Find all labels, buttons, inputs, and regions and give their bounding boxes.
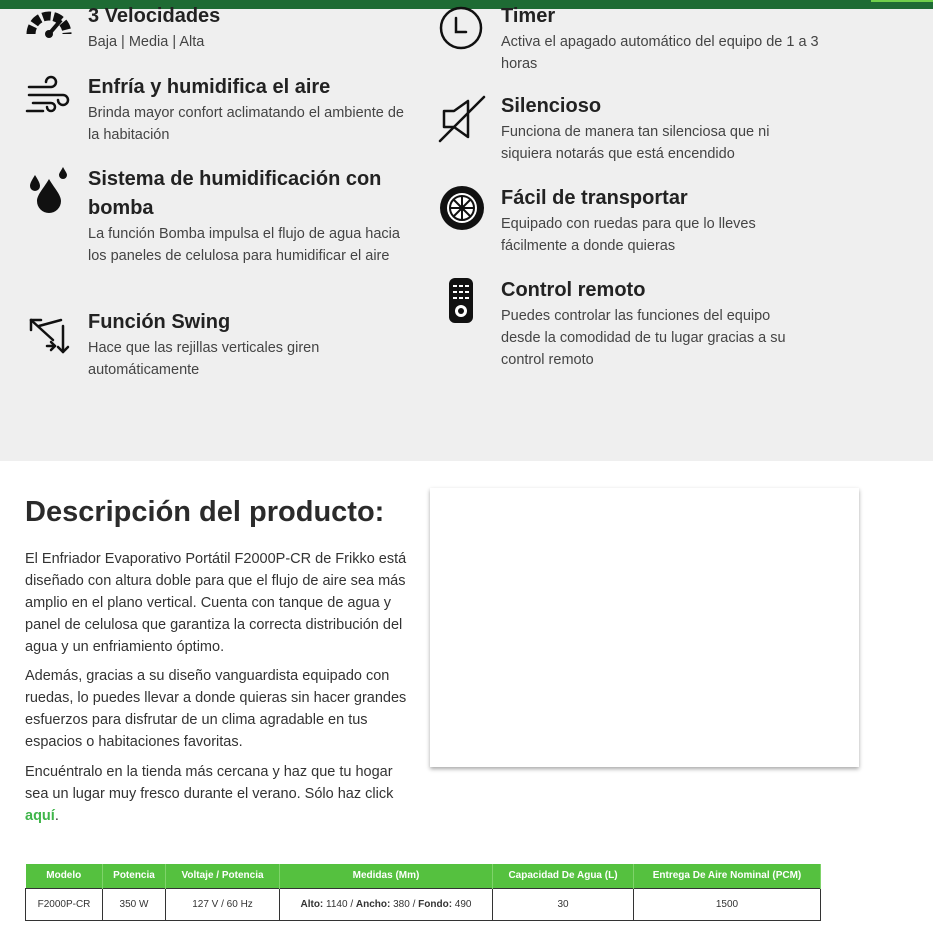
feature-title: Sistema de humidificación con bomba	[88, 168, 382, 219]
cell-potencia: 350 W	[103, 888, 166, 920]
column-header: Voltaje / Potencia	[166, 864, 280, 888]
top-bar-accent	[871, 0, 933, 2]
feature-title: Silencioso	[501, 95, 602, 117]
swing-arrows-icon	[25, 312, 73, 360]
feature-desc: Equipado con ruedas para que lo lleves fácilmente a donde quieras	[501, 216, 756, 254]
water-drops-icon	[25, 165, 73, 213]
product-media-box	[430, 488, 859, 767]
feature-desc: Funciona de manera tan silenciosa que ni siquiera notarás que está encendido	[501, 124, 770, 162]
column-header: Entrega De Aire Nominal (PCM)	[634, 864, 821, 888]
cell-entrega: 1500	[634, 888, 821, 920]
feature-title: Timer	[501, 5, 556, 27]
feature-title: Control remoto	[501, 279, 646, 301]
ancho-label: Ancho:	[355, 898, 391, 910]
column-header: Medidas (Mm)	[280, 864, 493, 888]
wheel-icon	[438, 184, 486, 232]
fondo-value: 490	[452, 898, 472, 910]
column-header: Potencia	[103, 864, 166, 888]
description-paragraph	[25, 761, 410, 827]
table-header-row	[26, 864, 821, 888]
column-header: Capacidad De Agua (L)	[493, 864, 634, 888]
table-row	[26, 888, 821, 920]
description-text-end: .	[54, 808, 59, 824]
feature-desc: Puedes controlar las funciones del equipo desde la comodidad de tu lugar gracias a su control remoto	[501, 308, 786, 368]
alto-value: 1140 /	[323, 898, 356, 910]
feature-title: Fácil de transportar	[501, 187, 688, 209]
description-title: Descripción del producto:	[25, 496, 385, 528]
spec-table	[25, 864, 821, 921]
feature-desc: Activa el apagado automático del equipo de 1 a 3 horas	[501, 34, 819, 72]
feature-desc: La función Bomba impulsa el flujo de agua hacia los paneles de celulosa para humidificar el aire	[88, 226, 400, 264]
here-link[interactable]: aquí	[25, 808, 55, 824]
cell-modelo: F2000P-CR	[26, 888, 103, 920]
fondo-label: Fondo:	[418, 898, 453, 910]
speedometer-icon	[25, 4, 73, 52]
mute-speaker-icon	[438, 95, 486, 143]
wind-icon	[25, 73, 73, 121]
feature-title: 3 Velocidades	[88, 5, 221, 27]
description-paragraph: El Enfriador Evaporativo Portátil F2000P-CR de Frikko está diseñado con altura doble para que el flujo de aire sea más amplio en el plano vertical. Cuenta con tanque de agua y panel de celulosa que garantiza la correcta distribución del agua y un enfriamiento óptimo.	[25, 551, 407, 655]
column-header: Modelo	[26, 864, 103, 888]
feature-title: Enfría y humidifica el aire	[88, 76, 331, 98]
alto-label: Alto:	[300, 898, 324, 910]
cell-medidas	[280, 888, 493, 920]
clock-icon	[438, 4, 486, 52]
description-paragraph: Además, gracias a su diseño vanguardista equipado con ruedas, lo puedes llevar a donde quieras sin hacer grandes esfuerzos para disfrutar de un clima agradable en tus espacios o habitaciones favoritas.	[25, 668, 407, 750]
description-text: Encuéntralo en la tienda más cercana y haz que tu hogar sea un lugar muy fresco durante el verano. Sólo haz click	[25, 764, 394, 802]
features-section	[0, 5, 933, 461]
feature-desc: Baja | Media | Alta	[88, 34, 205, 50]
cell-capacidad: 30	[493, 888, 634, 920]
feature-title: Función Swing	[88, 311, 231, 333]
remote-control-icon	[438, 276, 486, 324]
ancho-value: 380 /	[390, 898, 419, 910]
feature-desc: Brinda mayor confort aclimatando el ambiente de la habitación	[88, 105, 404, 143]
cell-voltaje: 127 V / 60 Hz	[166, 888, 280, 920]
feature-desc: Hace que las rejillas verticales giren automáticamente	[88, 340, 320, 378]
